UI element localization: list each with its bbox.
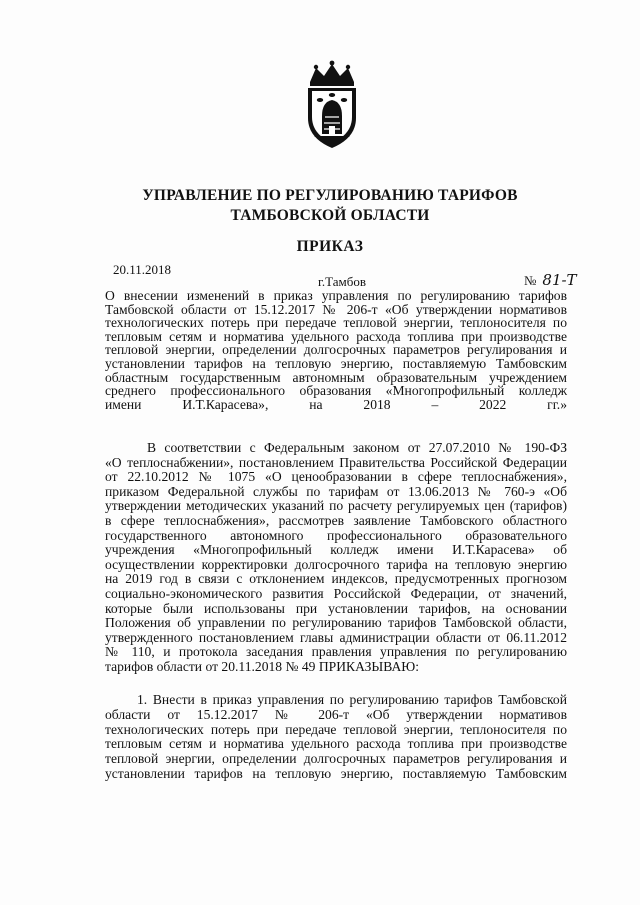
subject-line: технологических потерь при передаче тепловой энергии, теплоносителя по (105, 315, 567, 331)
item-line: области от 15.12.2017 № 206-т «Об утверждении нормативов (105, 706, 567, 722)
document-city: г.Тамбов (318, 274, 366, 289)
item-line: 1. Внести в приказ управления по регулированию тарифов Тамбовской (137, 692, 567, 707)
preamble-line: № 110, и протокола заседания правления управления по регулированию (105, 644, 567, 660)
preamble-line: В соответствии с Федеральным законом от 27.07.2010 № 190-ФЗ (147, 440, 567, 455)
preamble-line: учреждения «Многопрофильный колледж имени И.Т.Карасева» об (105, 542, 567, 558)
preamble-line: в сфере теплоснабжения», рассмотрев заявление Тамбовского областного (105, 512, 567, 528)
subject-line: тепловой энергии, определении долгосрочных параметров регулирования и (105, 342, 567, 358)
preamble-line: приказом Федеральной службы по тарифам от 13.06.2013 № 760-э «Об (105, 483, 567, 499)
subject-line: областным государственным автономным образовательным учреждением (105, 369, 567, 385)
organization-title-line-1: УПРАВЛЕНИЕ ПО РЕГУЛИРОВАНИЮ ТАРИФОВ (142, 187, 518, 204)
subject-line: О внесении изменений в приказ управления по регулированию тарифов (105, 288, 567, 303)
item-line: тепловой энергии, определении долгосрочных параметров регулирования и (105, 751, 567, 767)
subject-line: установлении тарифов на тепловую энергию, поставляемую Тамбовским (105, 355, 567, 371)
preamble-line: на 2019 год в связи с отклонением индексов, предусмотренных прогнозом (105, 571, 567, 587)
preamble-line: утверждении методических указаний по расчету регулируемых цен (тарифов) (105, 498, 567, 514)
subject-line: тепловым сетям и норматива удельного расхода топлива при производстве (105, 328, 567, 344)
preamble-line: государственного автономного профессионального образовательного (105, 527, 567, 543)
order-item-1 (105, 693, 567, 782)
item-line: технологических потерь при передаче тепловой энергии, теплоносителя по (105, 721, 567, 737)
preamble-line: которые были использованы при установлении тарифов, на основании (105, 600, 567, 616)
item-line: установлении тарифов на тепловую энергию, поставляемую Тамбовским (105, 765, 567, 781)
preamble-line: осуществлении корректировки долгосрочного тарифа на тепловую энергию (105, 556, 567, 572)
order-subject (105, 289, 567, 411)
number-sign: № (524, 273, 537, 288)
subject-line: среднего профессионального образования «Многопрофильный колледж (105, 383, 567, 399)
document-type: ПРИКАЗ (296, 238, 364, 255)
handwritten-number: 81-Т (542, 271, 577, 289)
preamble-line: от 22.10.2012 № 1075 «О ценообразовании в сфере теплоснабжения», (105, 469, 567, 485)
organization-title-line-2: ТАМБОВСКОЙ ОБЛАСТИ (230, 207, 430, 224)
preamble-line: Положения об управлении по регулированию тарифов Тамбовской области, (105, 615, 567, 631)
preamble-line: утвержденного постановлением главы администрации области от 06.11.2012 (105, 629, 567, 645)
order-preamble (105, 441, 567, 675)
preamble-line: социально-экономического развития Российской Федерации, от значений, (105, 585, 567, 601)
preamble-line: «О теплоснабжении», постановлением Правительства Российской Федерации (105, 454, 567, 470)
subject-line: Тамбовской области от 15.12.2017 № 206-т «Об утверждении нормативов (105, 301, 567, 317)
item-line: тепловым сетям и норматива удельного расхода топлива при производстве (105, 736, 567, 752)
document-date: 20.11.2018 (113, 262, 172, 277)
subject-line: имени И.Т.Карасева», на 2018 – 2022 гг.» (105, 396, 567, 412)
tambov-coat-of-arms-icon (296, 60, 368, 150)
preamble-line: тарифов области от 20.11.2018 № 49 ПРИКАЗЫВАЮ: (105, 658, 420, 674)
